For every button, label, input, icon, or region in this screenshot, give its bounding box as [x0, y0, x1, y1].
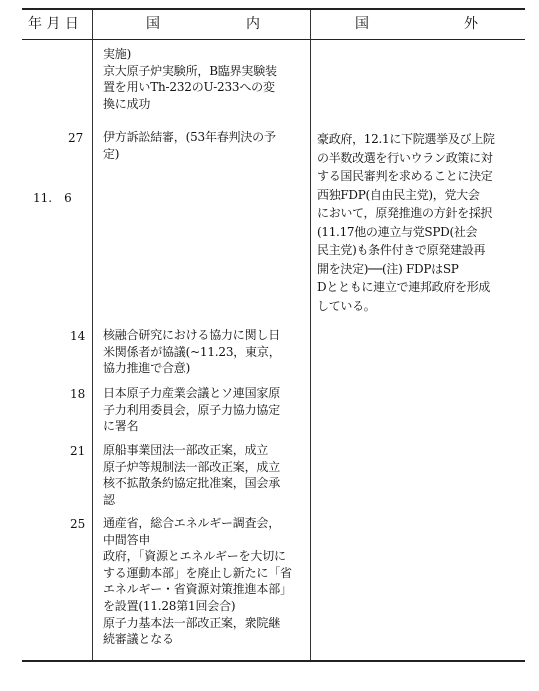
entry-text: 伊方訴訟結審，(53年春判決の予 定) [103, 130, 276, 161]
entry-date: 11. 6 [33, 191, 72, 205]
entry-date: 21 [70, 444, 86, 458]
top-rule [22, 8, 525, 10]
entry-date: 14 [70, 329, 86, 343]
abroad-text: 豪政府，12.1に下院選挙及び上院 の半数改選を行いウラン政策に対 する国民審判を求めることに決定 西独FDP(自由民主党)，党大会 において，原発推進の方針を採択 (11.17他の連立与党SPD(社会 民主党)も条件付きで原発建設再 開を決定)──(注) FDPはSP Dとともに連立で連邦政府を形成 している。 [317, 132, 495, 313]
domestic-column-rule [310, 10, 311, 660]
entry-text: 核融合研究における協力に関し日 米関係者が協議(~11.23，東京， 協力推進で合意) [103, 328, 281, 376]
entry-text: 日本原子力産業会議とソ連国家原 子力利用委員会，原子力協力協定 に署名 [103, 386, 281, 434]
header-domestic-1: 国 [146, 16, 160, 32]
entry-date: 18 [70, 387, 86, 401]
header-date: 年 月 日 [28, 16, 79, 32]
header-domestic-2: 内 [246, 16, 260, 32]
entry-text: 原船事業団法一部改正案，成立 原子炉等規制法一部改正案，成立 核不拡散条約協定批准案，国会承 認 [103, 443, 281, 507]
header-rule [22, 39, 525, 40]
entry-date: 25 [70, 517, 86, 531]
date-column-rule [92, 10, 93, 660]
entry-text: 通産省，総合エネルギー調査会， 中間答申 政府，「資源とエネルギーを大切に する運動本部」を廃止し新たに「省 エネルギー・省資源対策推進本部」 を設置(11.28第1回会合) 原子力基本法一部改正案，衆院継 続審議となる [103, 516, 292, 647]
entry-text: 実施) 京大原子炉実験所，B臨界実験装 置を用いTh-232のU-233への変 換に成功 [103, 47, 277, 111]
header-abroad-2: 外 [464, 16, 478, 32]
bottom-rule [22, 660, 525, 662]
header-abroad-1: 国 [355, 16, 369, 32]
entry-date: 27 [68, 131, 84, 145]
